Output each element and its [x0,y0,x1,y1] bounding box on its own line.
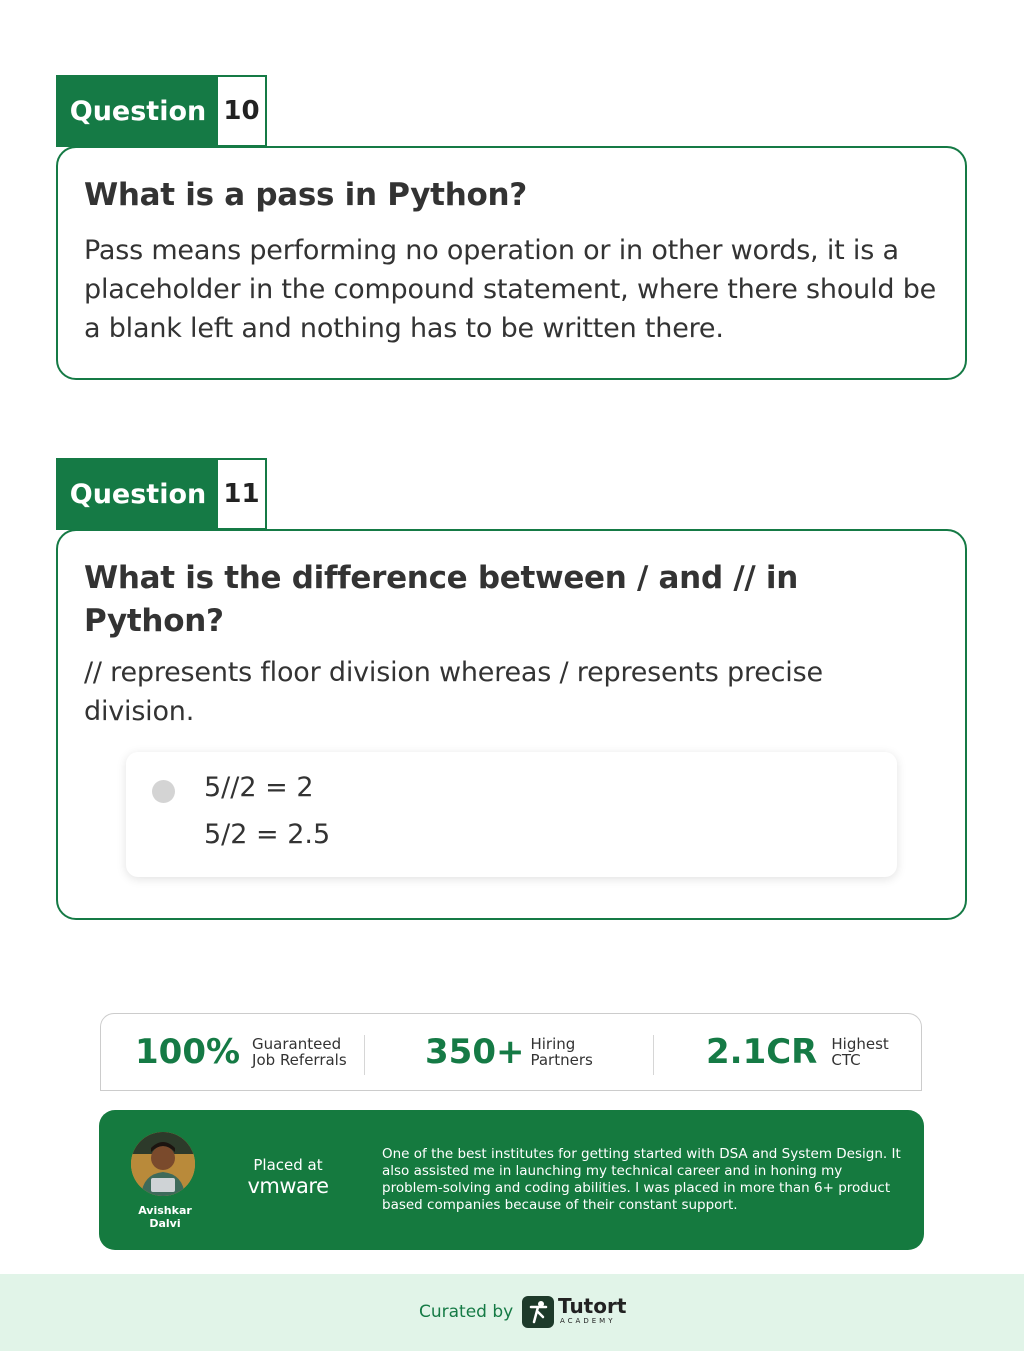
stat-ctc [706,1032,889,1072]
stat-caption [252,1036,347,1068]
stat-caption-line1: Guaranteed [252,1035,342,1053]
question-title: What is a pass in Python? [84,177,527,213]
student-avatar [131,1132,195,1196]
question-11-tab [56,458,267,530]
stat-referrals [135,1032,347,1072]
stat-value: 100% [135,1032,241,1072]
placed-at-label: Placed at [253,1156,323,1174]
stats-bar [100,1013,922,1091]
stat-divider [364,1035,365,1075]
stat-value: 350+ [425,1032,525,1072]
question-10-tab [56,75,267,147]
stat-caption-line2: Partners [530,1051,593,1069]
curated-by-label: Curated by [419,1302,514,1322]
company-logo: vmware [247,1174,329,1198]
stat-caption-line1: Hiring [530,1035,576,1053]
testimonial-quote: One of the best institutes for getting started with DSA and System Design. It also assisted me in launching my technical career and in honing my problem-solving and coding abilities. I was placed in more than 6+ product based companies because of their constant support. [382,1146,901,1213]
testimonial-card [99,1110,924,1250]
stat-caption [530,1036,592,1068]
question-10-card [56,146,967,380]
stat-divider [653,1035,654,1075]
question-label: Question [58,77,218,145]
code-line: 5/2 = 2.5 [204,819,331,850]
code-line: 5//2 = 2 [204,772,314,803]
code-example-box [126,752,897,877]
student-name: Avishkar Dalvi [138,1204,192,1230]
stat-caption [831,1036,888,1068]
bullet-dot [152,780,175,803]
stat-value: 2.1CR [706,1032,818,1072]
question-answer: // represents floor division whereas / represents precise division. [84,657,823,727]
brand-name: Tutort [558,1294,627,1318]
question-number: 11 [223,479,260,509]
footer [0,1274,1024,1351]
question-label: Question [58,460,218,528]
brand-subtitle: ACADEMY [560,1317,616,1325]
stat-caption-line1: Highest [831,1035,889,1053]
stat-partners [425,1032,593,1072]
question-answer: Pass means performing no operation or in other words, it is a placeholder in the compound statement, where there should be a blank left and nothing has to be written there. [84,235,937,344]
stat-caption-line2: CTC [831,1051,861,1069]
question-title: What is the difference between / and // in Python? [84,560,798,639]
tutort-logo-icon [522,1296,554,1328]
question-number: 10 [223,96,260,126]
stat-caption-line2: Job Referrals [252,1051,347,1069]
